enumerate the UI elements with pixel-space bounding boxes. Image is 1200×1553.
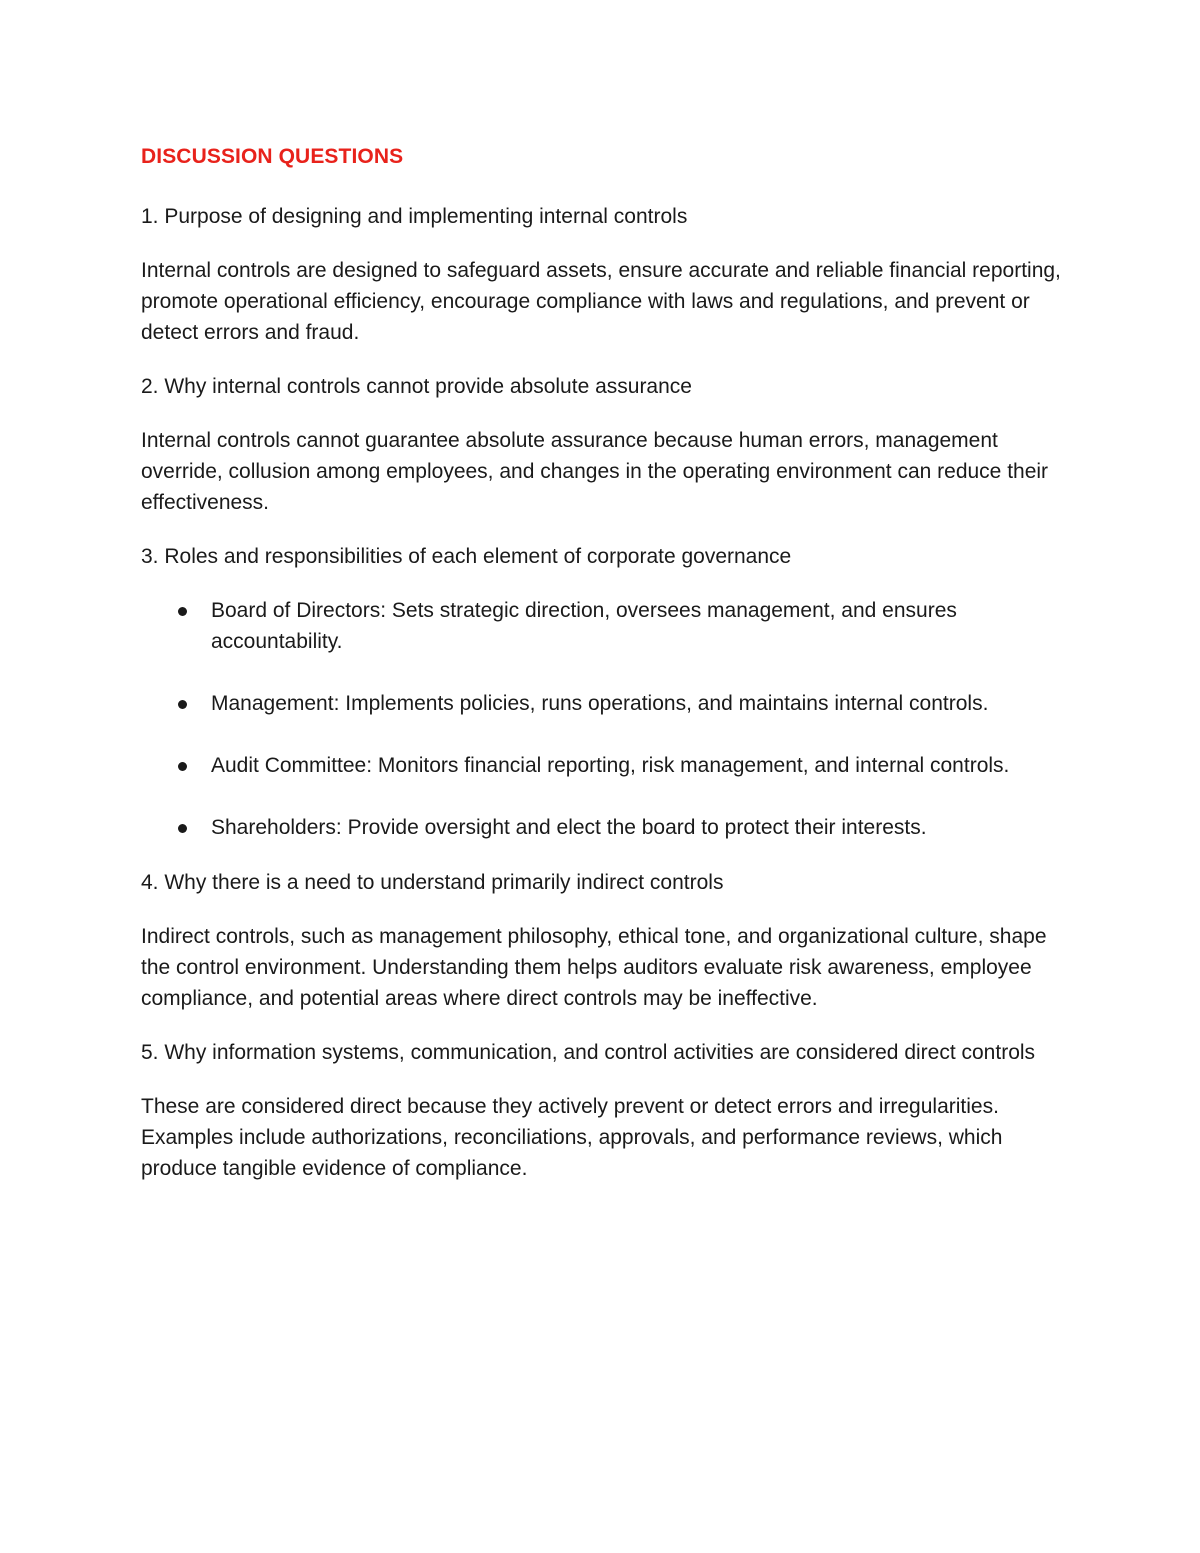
question-5: 5. Why information systems, communication, and control activities are considered direct controls xyxy=(141,1041,1036,1064)
question-4: 4. Why there is a need to understand primarily indirect controls xyxy=(141,871,724,894)
document-content xyxy=(141,141,1066,1207)
question-3: 3. Roles and responsibilities of each element of corporate governance xyxy=(141,545,792,568)
list-item-text: Board of Directors: Sets strategic direction, oversees management, and ensures accountability. xyxy=(211,599,957,653)
bullet-icon xyxy=(178,700,187,709)
bullet-icon xyxy=(178,607,187,616)
answer-4: Indirect controls, such as management philosophy, ethical tone, and organizational culture, shape the control environment. Understanding them helps auditors evaluate risk awareness, employee compliance, and potential areas where direct controls may be ineffective. xyxy=(141,925,1047,1010)
bullet-icon xyxy=(178,824,187,833)
question-2: 2. Why internal controls cannot provide absolute assurance xyxy=(141,375,692,398)
list-item-text: Audit Committee: Monitors financial reporting, risk management, and internal controls. xyxy=(211,754,1010,777)
answer-1: Internal controls are designed to safeguard assets, ensure accurate and reliable financial reporting, promote operational efficiency, encourage compliance with laws and regulations, and prevent or detect errors and fraud. xyxy=(141,259,1061,344)
page-title: DISCUSSION QUESTIONS xyxy=(141,145,404,168)
bullet-icon xyxy=(178,762,187,771)
list-item xyxy=(141,688,1066,719)
answer-2: Internal controls cannot guarantee absolute assurance because human errors, management override, collusion among employees, and changes in the operating environment can reduce their effectiveness. xyxy=(141,429,1049,514)
governance-roles-list xyxy=(141,595,1066,843)
question-1: 1. Purpose of designing and implementing internal controls xyxy=(141,205,688,228)
list-item-text: Shareholders: Provide oversight and elect the board to protect their interests. xyxy=(211,816,927,839)
list-item-text: Management: Implements policies, runs operations, and maintains internal controls. xyxy=(211,692,989,715)
list-item xyxy=(141,595,1066,657)
answer-5: These are considered direct because they actively prevent or detect errors and irregularities. Examples include authorizations, reconciliations, approvals, and performance reviews, which produce tangible evidence of compliance. xyxy=(141,1095,1003,1180)
list-item xyxy=(141,750,1066,781)
list-item xyxy=(141,812,1066,843)
